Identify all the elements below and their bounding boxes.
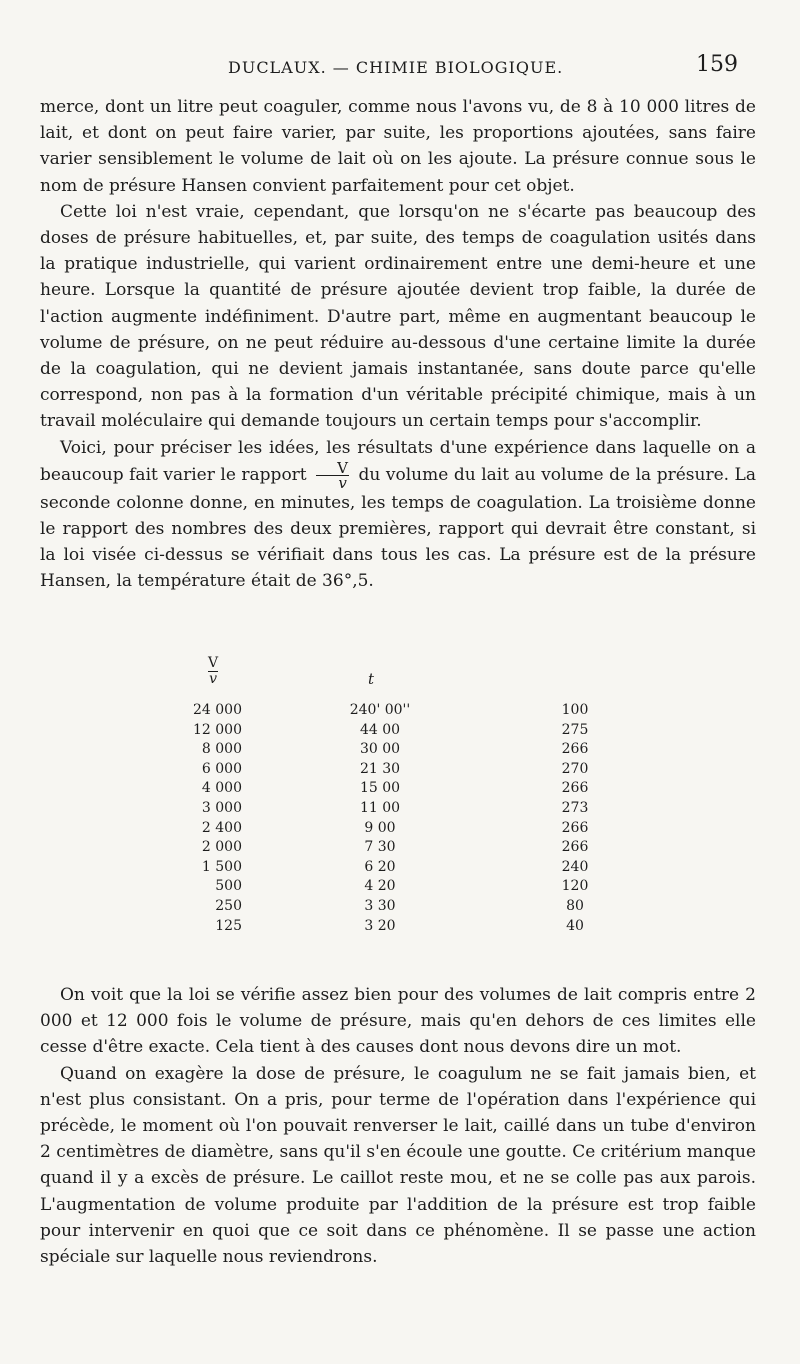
cell-time: 30 00 (359, 741, 401, 758)
body-text-top (40, 94, 756, 595)
ratio-fraction (316, 458, 349, 492)
table-row (0, 761, 800, 781)
cell-ratio: 12 000 (193, 721, 242, 738)
cell-product: 266 (561, 741, 589, 758)
cell-product: 266 (561, 819, 589, 836)
page-number: 159 (696, 52, 738, 77)
table-row (0, 898, 800, 918)
paragraph-experiment-part2: du volume du lait au volume de la présure. La seconde colonne donne, en minutes, les temps de coagulation. La troisième donne le rapport des nombres des deux premières, rapport qui devrait être constant, si la loi visée ci-dessus se vérifiait dans tous les cas. La présure est de la présure Hansen, la température était de 36°,5. (40, 464, 756, 592)
cell-ratio: 125 (215, 917, 242, 934)
cell-product: 120 (561, 878, 589, 895)
paragraph-excess-rennet: Quand on exagère la dose de présure, le coagulum ne se fait jamais bien, et n'est plus consistant. On a pris, pour terme de l'opération dans l'expérience qui précède, le moment où l'on pouvait renverser le lait, caillé dans un tube d'environ 2 centimètres de diamètre, sans qu'il s'en écoule une goutte. Ce critérium manque quand il y a excès de présure. Le caillot reste mou, et ne se colle pas aux parois. L'augmentation de volume produite par l'addition de la présure est trop faible pour intervenir en quoi que ce soit dans ce phénomène. Il se passe une action spéciale sur laquelle nous reviendrons. (40, 1063, 756, 1268)
table-row (0, 839, 800, 859)
table-body (0, 702, 800, 937)
ratio-numerator: V (316, 461, 349, 476)
cell-ratio: 2 000 (201, 839, 242, 856)
cell-ratio: 1 500 (201, 858, 242, 875)
cell-time: 4 20 (364, 878, 396, 895)
cell-time: 21 30 (359, 760, 401, 777)
cell-ratio: 24 000 (193, 702, 242, 718)
table-row (0, 702, 800, 722)
cell-time: 7 30 (364, 839, 396, 856)
cell-product: 40 (566, 917, 584, 934)
table-row (0, 878, 800, 898)
coagulation-table (0, 656, 800, 937)
cell-time: 3 30 (364, 897, 396, 914)
cell-product: 266 (561, 839, 589, 856)
cell-time: 240' 00'' (349, 702, 411, 718)
cell-ratio: 8 000 (201, 741, 242, 758)
body-text-bottom (40, 982, 756, 1270)
cell-product: 240 (561, 858, 589, 875)
col-ratio-numerator: V (208, 655, 219, 671)
col-ratio-header (208, 656, 218, 687)
ratio-denominator: v (338, 473, 347, 492)
cell-time: 3 20 (364, 917, 396, 934)
cell-product: 80 (566, 897, 584, 914)
running-head: DUCLAUX. — CHIMIE BIOLOGIQUE. (228, 58, 564, 77)
col-time-header: t (368, 670, 375, 688)
table-row (0, 780, 800, 800)
cell-product: 275 (561, 721, 589, 738)
paragraph-continuation: merce, dont un litre peut coaguler, comme nous l'avons vu, de 8 à 10 000 litres de lait, et dont on peut faire varier, par suite, les proportions ajoutées, sans faire varier sensiblement le volume de lait où on les ajoute. La présure connue sous le nom de présure Hansen convient parfaitement pour cet objet. (40, 97, 756, 196)
cell-time: 11 00 (359, 799, 401, 816)
table-header (0, 656, 800, 702)
table-row (0, 722, 800, 742)
cell-time: 44 00 (359, 721, 401, 738)
table-row (0, 859, 800, 879)
cell-product: 100 (561, 702, 589, 718)
cell-product: 270 (561, 760, 589, 777)
cell-product: 266 (561, 780, 589, 797)
table-row (0, 800, 800, 820)
cell-ratio: 3 000 (201, 799, 242, 816)
cell-product: 273 (561, 799, 589, 816)
cell-ratio: 250 (215, 897, 242, 914)
cell-ratio: 6 000 (201, 760, 242, 777)
cell-ratio: 4 000 (201, 780, 242, 797)
cell-ratio: 500 (215, 878, 242, 895)
paragraph-experiment (40, 435, 756, 595)
paragraph-rennet-law: Cette loi n'est vraie, cependant, que lorsqu'on ne s'écarte pas beaucoup des doses de présure habituelles, et, par suite, des temps de coagulation usités dans la pratique industrielle, qui varient ordinairement entre une demi-heure et une heure. Lorsque la quantité de présure ajoutée devient trop faible, la durée de l'action augmente indéfiniment. D'autre part, même en augmentant beaucoup le volume de présure, on ne peut réduire au-dessous d'une certaine limite la durée de la coagulation, qui ne devient jamais instantanée, sans doute parce qu'elle correspond, non pas à la formation d'un véritable précipité chimique, mais à un travail moléculaire qui demande toujours un certain temps pour s'accomplir. (40, 201, 756, 432)
cell-time: 9 00 (364, 819, 396, 836)
paragraph-conclusion: On voit que la loi se vérifie assez bien pour des volumes de lait compris entre 2 000 et 12 000 fois le volume de présure, mais qu'en dehors de ces limites elle cesse d'être exacte. Cela tient à des causes dont nous devons dire un mot. (40, 985, 756, 1058)
cell-ratio: 2 400 (201, 819, 242, 836)
paragraph-experiment-part1: Voici, pour préciser les idées, les résultats d'une expérience dans laquelle on a beaucoup fait varier le rapport (40, 437, 756, 485)
page-header (0, 52, 800, 82)
cell-time: 15 00 (359, 780, 401, 797)
cell-time: 6 20 (364, 858, 396, 875)
table-row (0, 918, 800, 938)
table-row (0, 741, 800, 761)
col-ratio-denominator: v (209, 671, 218, 687)
table-row (0, 820, 800, 840)
